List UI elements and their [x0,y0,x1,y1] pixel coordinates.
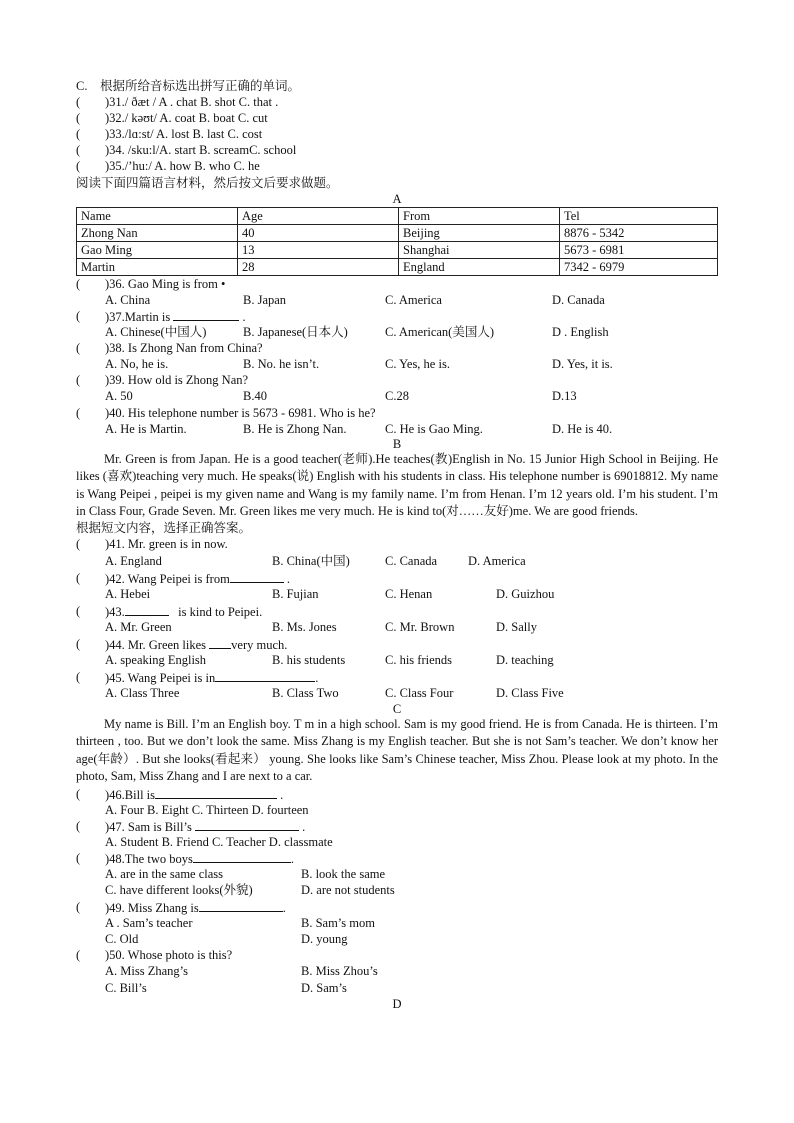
table-cell: Martin [77,258,238,275]
options-50a: A. Miss Zhang’s B. Miss Zhou’s [105,964,378,979]
table-cell: England [399,258,560,275]
table-cell: 28 [238,258,399,275]
options-48a: A. are in the same class B. look the same [105,866,386,881]
question-50: ( )50. Whose photo is this? [76,948,233,963]
table-cell: 5673 - 6981 [560,241,718,258]
options-45: A. Class Three B. Class Two C. Class Four D. Class Five [105,685,564,700]
question-34: ( )34. /sku:l/A. start B. screamC. school [76,143,297,158]
question-43: ( )43. is kind to Peipei. [76,603,263,619]
passage-b-instruction: 根据短文内容，选择正确答案。 [76,521,252,536]
answer-blank[interactable] [193,850,291,863]
options-49b: C. Old D. young [105,932,348,947]
table-row [77,258,718,275]
options-37: A. Chinese(中国人) B. Japanese(日本人) C. American(美国人) D . English [105,325,609,340]
table-cell: 13 [238,241,399,258]
answer-blank[interactable] [230,570,284,583]
table-header-row [77,207,718,224]
question-40: ( )40. His telephone number is 5673 - 6981. Who is he? [76,405,376,420]
question-37: ( )37.Martin is . [76,308,246,324]
options-48b: C. have different looks(外貌) D. are not students [105,883,395,898]
question-45: ( )45. Wang Peipei is in . [76,669,319,685]
passage-d-label: D [392,996,402,1011]
question-35: ( )35./’hu:/ A. how B. who C. he [76,159,260,174]
table-cell: Gao Ming [77,241,238,258]
question-47: ( )47. Sam is Bill’s . [76,818,306,834]
question-33: ( )33./lɑ:st/ A. lost B. last C. cost [76,127,263,142]
table-cell: 40 [238,224,399,241]
passage-b-text: Mr. Green is from Japan. He is a good teacher(老师).He teaches(教)English in No. 15 Junior High School in Beijing. He likes (喜欢)teaching very much. He speaks(说) English with his students in class. His telephone number is 69018812. My name is Wang Peipei , peipei is my given name and Wang is my family name. I’m from Henan. I’m 12 years old. I’m his student. I’m in Class Four, Grade Seven. Mr. Green likes me very much. He is kind to(对……友好)me. We are good friends. [76,451,718,518]
table-header: Name [77,207,238,224]
answer-blank[interactable] [215,669,315,682]
table-cell: 7342 - 6979 [560,258,718,275]
question-36: ( )36. Gao Ming is from • [76,276,226,291]
question-39: ( )39. How old is Zhong Nan? [76,373,249,388]
answer-blank[interactable] [125,603,169,616]
table-row [77,241,718,258]
answer-blank[interactable] [199,899,283,912]
options-40: A. He is Martin. B. He is Zhong Nan. C. He is Gao Ming. D. He is 40. [105,421,613,436]
passage-a-label: A [392,191,402,206]
question-44: ( )44. Mr. Green likes very much. [76,636,288,652]
options-42: A. Hebei B. Fujian C. Henan D. Guizhou [105,586,555,601]
options-38: A. No, he is. B. No. he isn’t. C. Yes, he is. D. Yes, it is. [105,357,613,372]
question-42: ( )42. Wang Peipei is from . [76,570,291,586]
options-46: A. Four B. Eight C. Thirteen D. fourteen [105,802,309,817]
passage-c-text: My name is Bill. I’m an English boy. T m in a high school. Sam is my good friend. He is from Canada. He is thirteen. I’m thirteen , too. But we don’t look the same. Miss Zhang is my English teacher. But she is not Sam’s teacher. We don’t know her age(年龄）. But she looks(看起来） young. She looks like Sam’s Chinese teacher, Miss Zhou. Please look at my photo. In the photo, Sam, Miss Zhang and I are next to a car. [76,716,718,784]
options-44: A. speaking English B. his students C. his friends D. teaching [105,652,554,667]
options-50b: C. Bill’s D. Sam’s [105,980,347,995]
table-cell: Beijing [399,224,560,241]
table-header: From [399,207,560,224]
question-49: ( )49. Miss Zhang is . [76,900,286,916]
table-row [77,224,718,241]
answer-blank[interactable] [209,636,231,649]
passage-c-label: C [392,701,402,716]
question-38: ( )38. Is Zhong Nan from China? [76,341,263,356]
question-46: ( )46.Bill is . [76,786,284,802]
question-32: ( )32./ kəʊt/ A. coat B. boat C. cut [76,111,268,126]
answer-blank[interactable] [155,786,277,799]
table-header: Tel [560,207,718,224]
table-cell: Shanghai [399,241,560,258]
section-c-title: C. 根据所给音标选出拼写正确的单词。 [76,79,300,93]
options-36: A. China B. Japan C. America D. Canada [105,292,605,307]
passage-b-label: B [392,436,402,451]
options-41: A. England B. China(中国) C. Canada D. America [105,553,526,568]
options-43: A. Mr. Green B. Ms. Jones C. Mr. Brown D. Sally [105,619,537,634]
info-table [76,207,718,276]
question-48: ( )48.The two boys . [76,850,294,866]
answer-blank[interactable] [173,308,239,321]
options-49a: A . Sam’s teacher B. Sam’s mom [105,916,375,931]
table-cell: 8876 - 5342 [560,224,718,241]
answer-blank[interactable] [195,818,299,831]
table-cell: Zhong Nan [77,224,238,241]
reading-intro: 阅读下面四篇语言材料，然后按文后要求做题。 [76,175,339,190]
options-39: A. 50 B.40 C.28 D.13 [105,389,577,404]
table-header: Age [238,207,399,224]
worksheet-page [76,78,718,1012]
question-41: ( )41. Mr. green is in now. [76,537,228,552]
question-31: ( )31./ ðæt / A . chat B. shot C. that . [76,95,279,110]
options-47: A. Student B. Friend C. Teacher D. classmate [105,834,333,849]
